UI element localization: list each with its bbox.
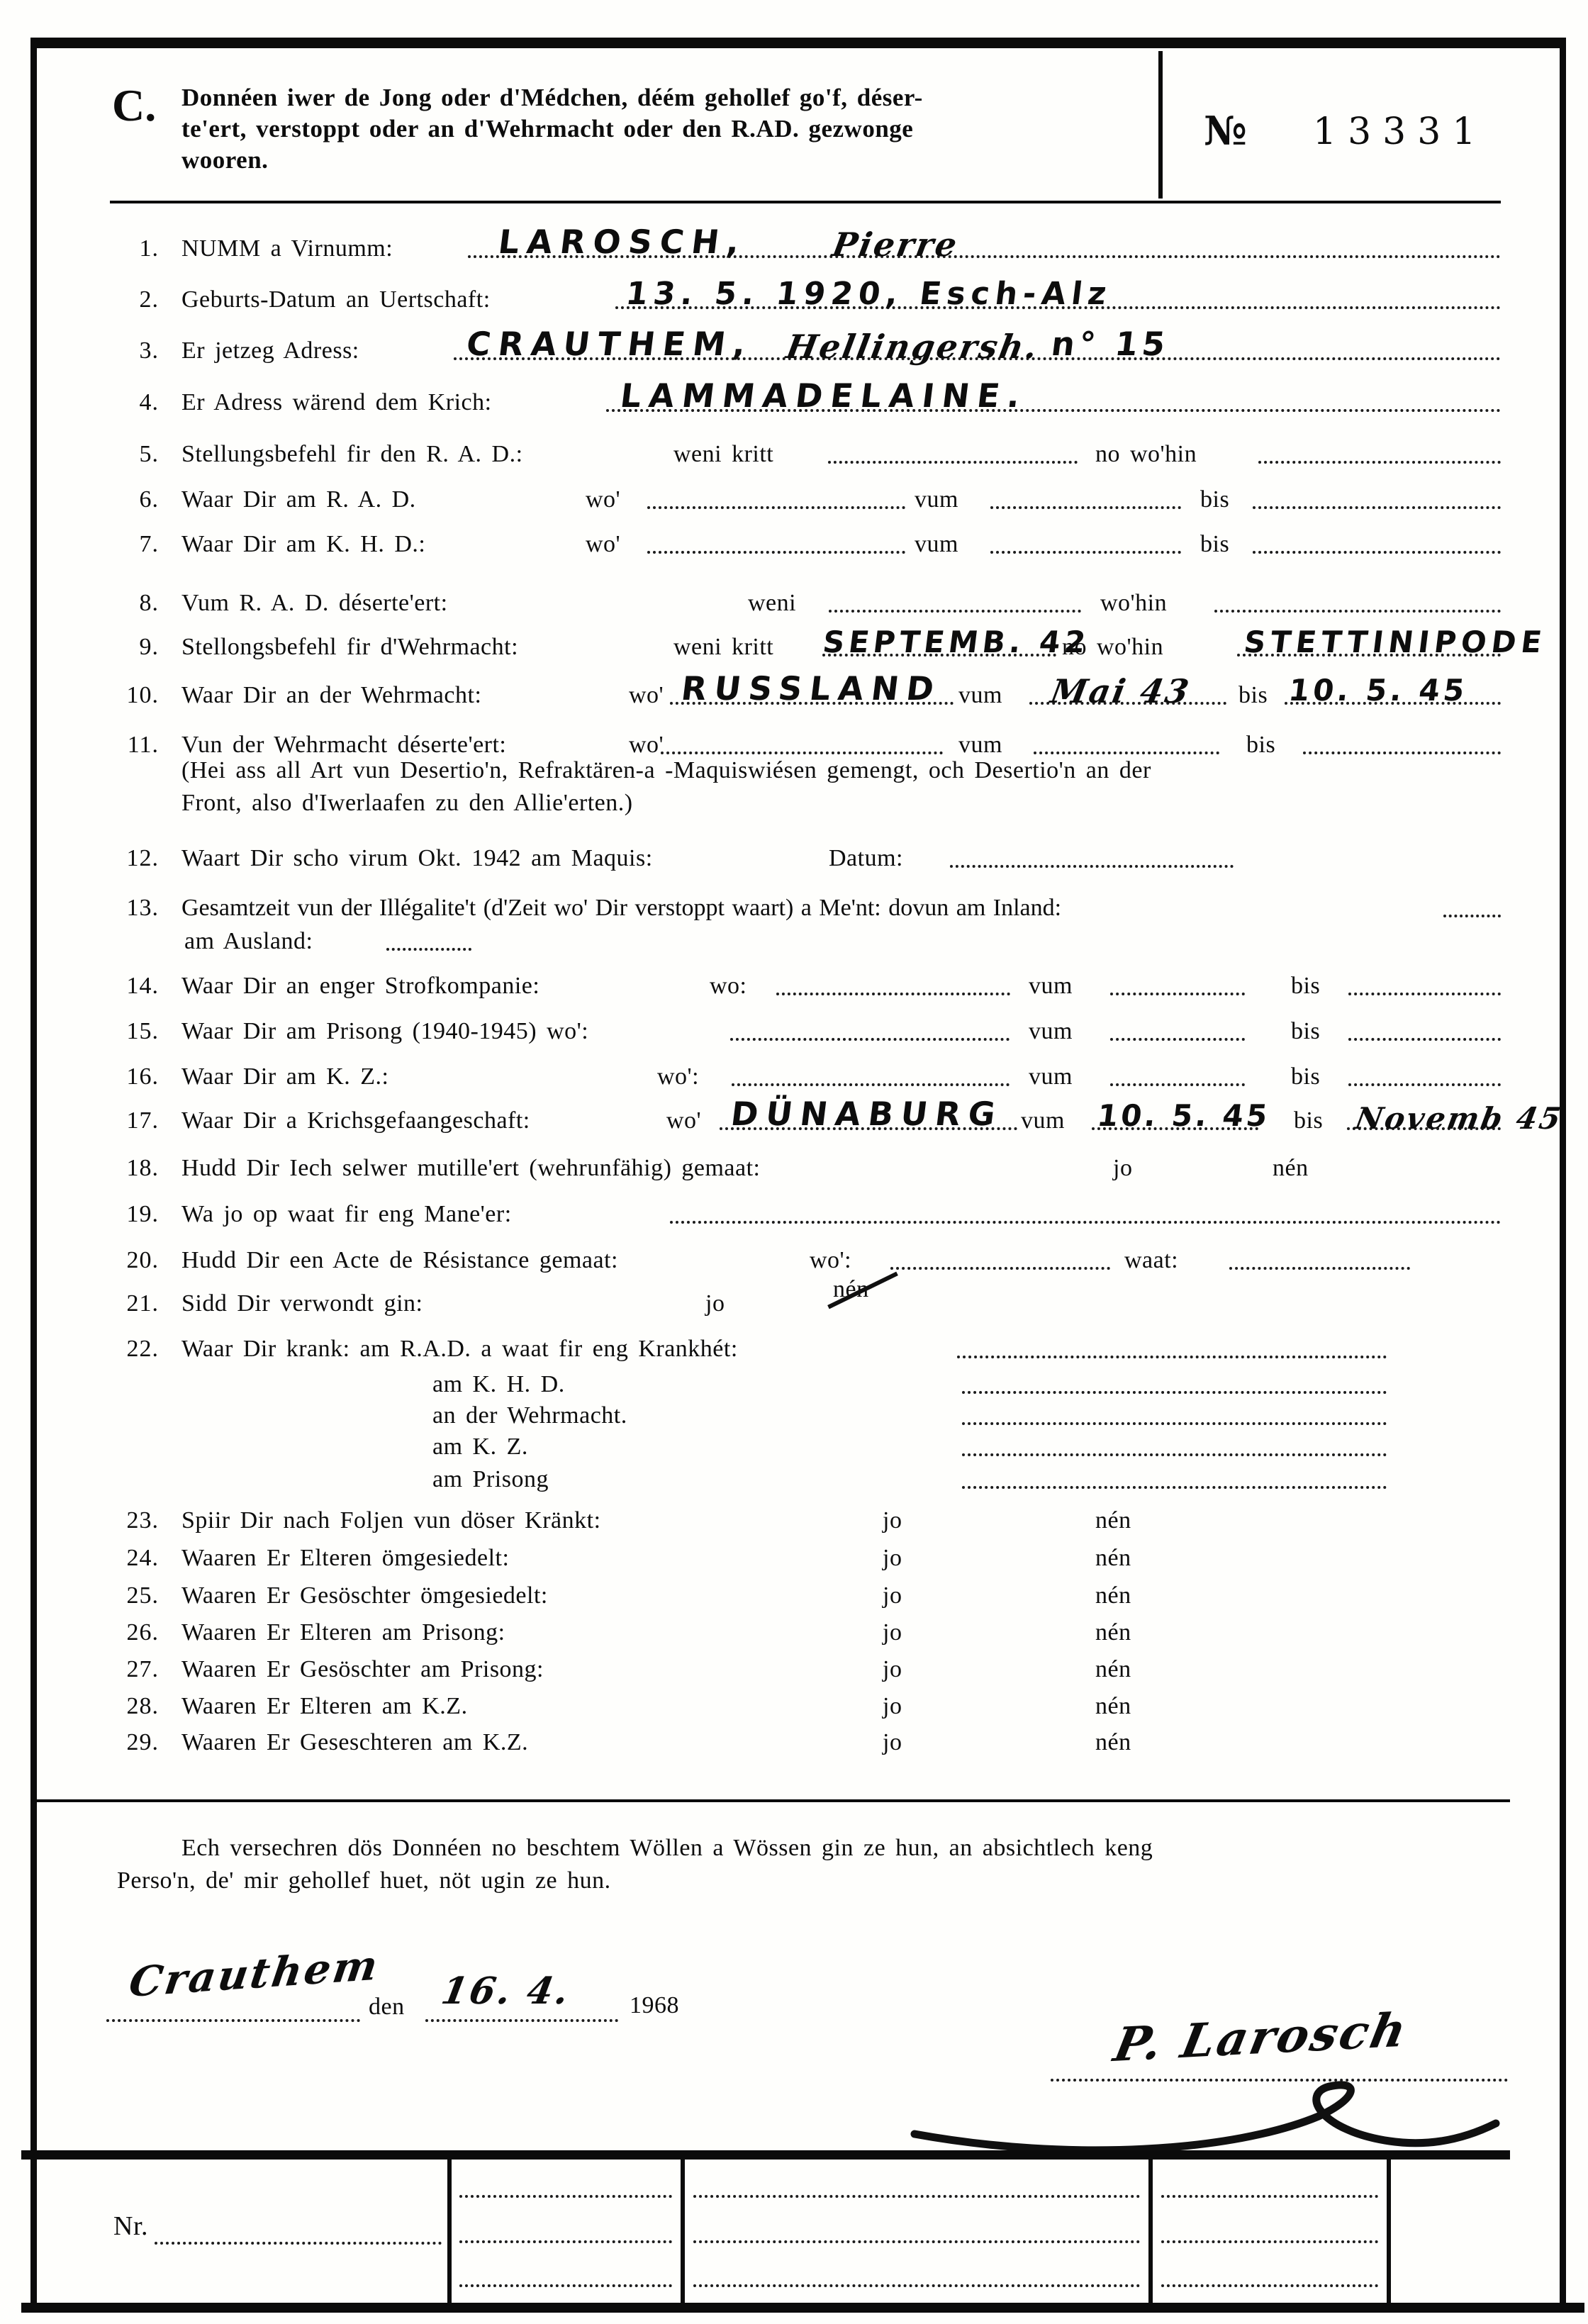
answer-line	[1253, 506, 1501, 509]
field-label-weni: weni	[748, 590, 797, 616]
answer-line	[661, 752, 943, 754]
grid-vline-3	[1148, 2155, 1153, 2306]
form-title-line-3: wooren.	[181, 146, 269, 174]
form-item-3	[0, 325, 1588, 369]
form-item-18	[0, 1145, 1588, 1186]
item-label: Waar Dir am K. Z.:	[181, 1063, 389, 1090]
handwritten-wehrmacht-place: STETTINIPODE	[1242, 625, 1549, 659]
field-label-vum: vum	[958, 732, 1002, 758]
grid-vline-1	[447, 2155, 452, 2306]
item-label: Waaren Er Geseschteren am K.Z.	[181, 1729, 529, 1755]
form-item-17	[0, 1097, 1588, 1139]
item-number: 14.	[126, 973, 159, 999]
field-label-no-wohin: no wo'hin	[1062, 634, 1164, 660]
form-item-19	[0, 1191, 1588, 1232]
answer-line	[1443, 915, 1501, 917]
grid-vline-4	[1387, 2155, 1391, 2306]
section-letter: C.	[112, 80, 157, 130]
option-nen-crossed-out: nén	[833, 1276, 869, 1302]
item-label: Waaren Er Elteren ömgesiedelt:	[181, 1545, 510, 1571]
field-label-vum: vum	[1029, 973, 1073, 999]
option-jo: jo	[883, 1582, 902, 1609]
option-jo: jo	[883, 1656, 902, 1682]
declaration-line-1: Ech versechren dös Donnéen no beschtem Wöllen a Wössen gin ze hun, an absichtlech keng	[181, 1835, 1153, 1861]
field-label-wo: wo':	[810, 1247, 852, 1273]
item-label: Hudd Dir Iech selwer mutille'ert (wehrunfähig) gemaat:	[181, 1155, 761, 1181]
answer-line	[647, 506, 905, 509]
answer-line	[386, 948, 471, 951]
field-label-wo: wo'	[586, 531, 621, 557]
item-label: Waaren Er Elteren am Prisong:	[181, 1619, 505, 1646]
item-label: Er jetzeg Adress:	[181, 337, 359, 364]
option-nen: nén	[1095, 1693, 1131, 1719]
item-number: 23.	[126, 1507, 159, 1533]
item-label: Wa jo op waat fir eng Mane'er:	[181, 1201, 512, 1227]
grid-dotted-cell	[693, 2284, 1140, 2287]
answer-line	[1348, 1038, 1501, 1041]
field-label-weni-kritt: weni kritt	[673, 441, 774, 467]
form-item-24	[0, 1535, 1588, 1576]
field-label-bis: bis	[1291, 1018, 1321, 1044]
handwritten-place: Crauthem	[126, 1940, 383, 2006]
option-nen: nén	[1095, 1619, 1131, 1646]
item-number: 5.	[139, 441, 159, 467]
form-title-line-2: te'ert, verstoppt oder an d'Wehrmacht oder den R.AD. gezwonge	[181, 115, 914, 143]
field-label-wo: wo':	[657, 1063, 700, 1090]
item-number: 28.	[126, 1693, 159, 1719]
form-item-8	[0, 580, 1588, 621]
item-label: Waar Dir am K. H. D.:	[181, 531, 426, 557]
form-item-28	[0, 1683, 1588, 1724]
form-item-25	[0, 1572, 1588, 1614]
option-jo: jo	[1113, 1155, 1133, 1181]
item-sublabel: am K. Z.	[432, 1434, 528, 1460]
answer-line	[1229, 1267, 1410, 1270]
handwritten-town: CRAUTHEM,	[464, 325, 756, 363]
handwritten-name: LAROSCH,	[496, 223, 749, 261]
option-nen: nén	[1273, 1155, 1309, 1181]
item-number: 22.	[126, 1336, 159, 1362]
item-label: Waar Dir am R. A. D.	[181, 486, 416, 513]
item-number: 9.	[139, 634, 159, 660]
field-label-wo: wo:	[710, 973, 747, 999]
field-label-bis: bis	[1294, 1107, 1324, 1134]
answer-line	[829, 610, 1081, 613]
form-item-26	[0, 1609, 1588, 1650]
item-11-note-line-1: (Hei ass all Art vun Desertio'n, Refraktären-a -Maquiswiésen gemengt, och Desertio'n an der	[181, 757, 1151, 783]
option-jo: jo	[883, 1507, 902, 1533]
form-item-14	[0, 963, 1588, 1004]
answer-line	[828, 461, 1078, 464]
form-item-2	[0, 276, 1588, 318]
item-number: 18.	[126, 1155, 159, 1181]
field-label-no-wohin: no wo'hin	[1095, 441, 1197, 467]
item-label: NUMM a Virnumm:	[181, 235, 393, 262]
option-nen: nén	[1095, 1507, 1131, 1533]
nr-answer-line	[155, 2242, 442, 2245]
handwritten-housenumber: n° 15	[1049, 325, 1172, 363]
option-jo: jo	[883, 1619, 902, 1646]
declaration-line-2: Perso'n, de' mir gehollef huet, nöt ugin ze hun.	[117, 1867, 611, 1894]
declaration-rule	[37, 1799, 1510, 1802]
item-label: Waart Dir scho virum Okt. 1942 am Maquis:	[181, 845, 653, 871]
item-sublabel: am K. H. D.	[432, 1371, 565, 1397]
item-label: Gesamtzeit vun der Illégalite't (d'Zeit wo' Dir verstoppt waart) a Me'nt: dovun am Inland:	[181, 895, 1062, 921]
field-label-weni-kritt: weni kritt	[673, 634, 774, 660]
item-number: 2.	[139, 286, 159, 313]
item-label: Er Adress wärend dem Krich:	[181, 389, 492, 415]
field-label-wo: wo'	[666, 1107, 702, 1134]
form-item-21	[0, 1276, 1588, 1322]
form-number: 13331	[1313, 111, 1487, 153]
answer-line	[647, 551, 905, 554]
field-label-wo: wo'	[629, 732, 664, 758]
field-label-vum: vum	[1029, 1063, 1073, 1090]
field-label-bis: bis	[1291, 973, 1321, 999]
item-label: Waar Dir am Prisong (1940-1945) wo':	[181, 1018, 589, 1044]
answer-line	[670, 1221, 1501, 1224]
item-number: 15.	[126, 1018, 159, 1044]
year-printed: 1968	[630, 1992, 679, 2018]
item-11-note-line-2: Front, also d'Iwerlaafen zu den Allie'erten.)	[181, 790, 633, 816]
header-rule	[110, 201, 1501, 203]
item-label: Waar Dir a Krichsgefaangeschaft:	[181, 1107, 530, 1134]
item-number: 12.	[126, 845, 159, 871]
handwritten-wehrmacht-date: SEPTEMB. 42	[821, 625, 1092, 659]
answer-line	[990, 551, 1181, 554]
den-label: den	[369, 1994, 405, 2020]
grid-dotted-cell	[1161, 2195, 1378, 2198]
item-number: 11.	[127, 732, 159, 758]
answer-line	[890, 1267, 1110, 1270]
handwritten-street: Hellingersh.	[783, 328, 1043, 366]
answer-line	[732, 1083, 1010, 1086]
answer-line	[990, 506, 1181, 509]
item-number: 17.	[126, 1107, 159, 1134]
field-label-vum: vum	[1029, 1018, 1073, 1044]
answer-line	[776, 993, 1010, 995]
form-item-9	[0, 624, 1588, 665]
item-label: Geburts-Datum an Uertschaft:	[181, 286, 491, 313]
form-item-22-sub-4	[0, 1456, 1588, 1497]
answer-line	[1110, 1038, 1245, 1041]
item-label: Waaren Er Elteren am K.Z.	[181, 1693, 468, 1719]
field-label-vum: vum	[915, 531, 958, 557]
option-nen: nén	[1095, 1545, 1131, 1571]
item-number: 8.	[139, 590, 159, 616]
item-number: 4.	[139, 389, 159, 415]
handwritten-pow-until: Novemb 45	[1353, 1101, 1566, 1136]
form-item-6	[0, 476, 1588, 518]
item-label: Vum R. A. D. déserte'ert:	[181, 590, 448, 616]
grid-dotted-cell	[1161, 2284, 1378, 2287]
item-label: Stellongsbefehl fir d'Wehrmacht:	[181, 634, 519, 660]
field-label-vum: vum	[958, 682, 1002, 708]
item-label: Waar Dir krank: am R.A.D. a waat fir eng Krankhét:	[181, 1336, 738, 1362]
item-number: 19.	[126, 1201, 159, 1227]
field-label-vum: vum	[1021, 1107, 1065, 1134]
answer-line	[1110, 993, 1245, 995]
item-label: Waar Dir an der Wehrmacht:	[181, 682, 482, 708]
field-label-vum: vum	[915, 486, 958, 513]
form-item-10	[0, 669, 1588, 713]
option-nen: nén	[1095, 1656, 1131, 1682]
answer-line	[957, 1356, 1387, 1358]
form-item-15	[0, 1008, 1588, 1049]
field-label-wo: wo'	[629, 682, 664, 708]
numero-sign: №	[1204, 108, 1247, 155]
handwritten-date: 16. 4.	[438, 1970, 574, 2013]
grid-dotted-cell	[459, 2240, 672, 2243]
handwritten-birthdate: 13. 5. 1920, Esch-Alz	[624, 276, 1114, 312]
handwritten-war-address: LAMMADELAINE.	[618, 376, 1030, 415]
item-number: 27.	[126, 1656, 159, 1682]
answer-line	[962, 1486, 1387, 1489]
form-item-20	[0, 1237, 1588, 1278]
item-label: Hudd Dir een Acte de Résistance gemaat:	[181, 1247, 618, 1273]
item-label: Spiir Dir nach Foljen vun döser Kränkt:	[181, 1507, 601, 1533]
field-label-wo: wo'	[586, 486, 621, 513]
form-item-5	[0, 431, 1588, 472]
item-number: 26.	[126, 1619, 159, 1646]
field-label-bis: bis	[1291, 1063, 1321, 1090]
top-border	[30, 38, 1566, 48]
form-title-line-1: Donnéen iwer de Jong oder d'Médchen, déém gehollef go'f, déser-	[181, 84, 923, 111]
answer-line	[1348, 993, 1501, 995]
answer-line	[1303, 752, 1501, 754]
option-jo: jo	[705, 1290, 725, 1317]
item-label: Vun der Wehrmacht déserte'ert:	[181, 732, 507, 758]
form-item-23	[0, 1497, 1588, 1538]
answer-line	[1253, 551, 1501, 554]
field-label-waat: waat:	[1124, 1247, 1179, 1273]
grid-dotted-cell	[693, 2195, 1140, 2198]
item-sublabel: am Prisong	[432, 1466, 549, 1492]
form-item-12	[0, 835, 1588, 876]
item-sublabel: am Ausland:	[184, 928, 313, 954]
form-item-4	[0, 376, 1588, 420]
item-number: 29.	[126, 1729, 159, 1755]
place-line	[106, 2019, 360, 2022]
item-number: 13.	[126, 895, 159, 921]
answer-line	[1110, 1083, 1245, 1086]
item-label: Waaren Er Gesöschter am Prisong:	[181, 1656, 544, 1682]
item-label: Waaren Er Gesöschter ömgesiedelt:	[181, 1582, 548, 1609]
item-label: Waar Dir an enger Strofkompanie:	[181, 973, 540, 999]
form-item-27	[0, 1646, 1588, 1687]
header-divider	[1158, 51, 1163, 199]
form-item-29	[0, 1719, 1588, 1760]
answer-line	[730, 1038, 1010, 1041]
answer-line	[1258, 461, 1501, 464]
item-sublabel: an der Wehrmacht.	[432, 1402, 627, 1429]
item-number: 21.	[126, 1290, 159, 1317]
item-number: 24.	[126, 1545, 159, 1571]
field-label-bis: bis	[1200, 531, 1230, 557]
grid-bottom-line	[21, 2303, 1584, 2313]
handwritten-from-date: Mai 43	[1048, 672, 1194, 710]
field-label-bis: bis	[1238, 682, 1268, 708]
item-number: 6.	[139, 486, 159, 513]
grid-dotted-cell	[1161, 2240, 1378, 2243]
field-label-bis: bis	[1200, 486, 1230, 513]
item-number: 7.	[139, 531, 159, 557]
item-number: 20.	[126, 1247, 159, 1273]
form-item-16	[0, 1054, 1588, 1095]
answer-line	[950, 865, 1234, 868]
item-number: 3.	[139, 337, 159, 364]
handwritten-firstname: Pierre	[829, 225, 962, 264]
grid-dotted-cell	[459, 2195, 672, 2198]
item-label: Sidd Dir verwondt gin:	[181, 1290, 423, 1317]
item-number: 1.	[139, 235, 159, 262]
item-label: Stellungsbefehl fir den R. A. D.:	[181, 441, 523, 467]
field-label-bis: bis	[1246, 732, 1276, 758]
grid-top-line	[21, 2150, 1510, 2160]
answer-line	[1214, 610, 1501, 613]
item-number: 25.	[126, 1582, 159, 1609]
answer-line	[1348, 1083, 1501, 1086]
handwritten-pow-from: 10. 5. 45	[1095, 1098, 1273, 1133]
handwritten-pow-place: DÜNABURG	[729, 1095, 1005, 1133]
handwritten-wehrmacht-where: RUSSLAND	[679, 669, 944, 708]
form-item-7	[0, 521, 1588, 562]
form-item-1	[0, 225, 1588, 267]
signature-name: P. Larosch	[1109, 2001, 1414, 2072]
nr-label: Nr.	[113, 2211, 148, 2241]
item-number: 16.	[126, 1063, 159, 1090]
grid-dotted-cell	[459, 2284, 672, 2287]
grid-vline-2	[681, 2155, 685, 2306]
date-line	[425, 2019, 618, 2022]
option-jo: jo	[883, 1693, 902, 1719]
item-number: 10.	[126, 682, 159, 708]
answer-line	[1034, 752, 1219, 754]
option-jo: jo	[883, 1545, 902, 1571]
form-item-13-sub	[0, 918, 1588, 959]
grid-dotted-cell	[693, 2240, 1140, 2243]
option-jo: jo	[883, 1729, 902, 1755]
field-label-wohin: wo'hin	[1100, 590, 1168, 616]
field-label-datum: Datum:	[829, 845, 903, 871]
handwritten-until-date: 10. 5. 45	[1287, 673, 1470, 708]
option-nen: nén	[1095, 1729, 1131, 1755]
option-nen: nén	[1095, 1582, 1131, 1609]
